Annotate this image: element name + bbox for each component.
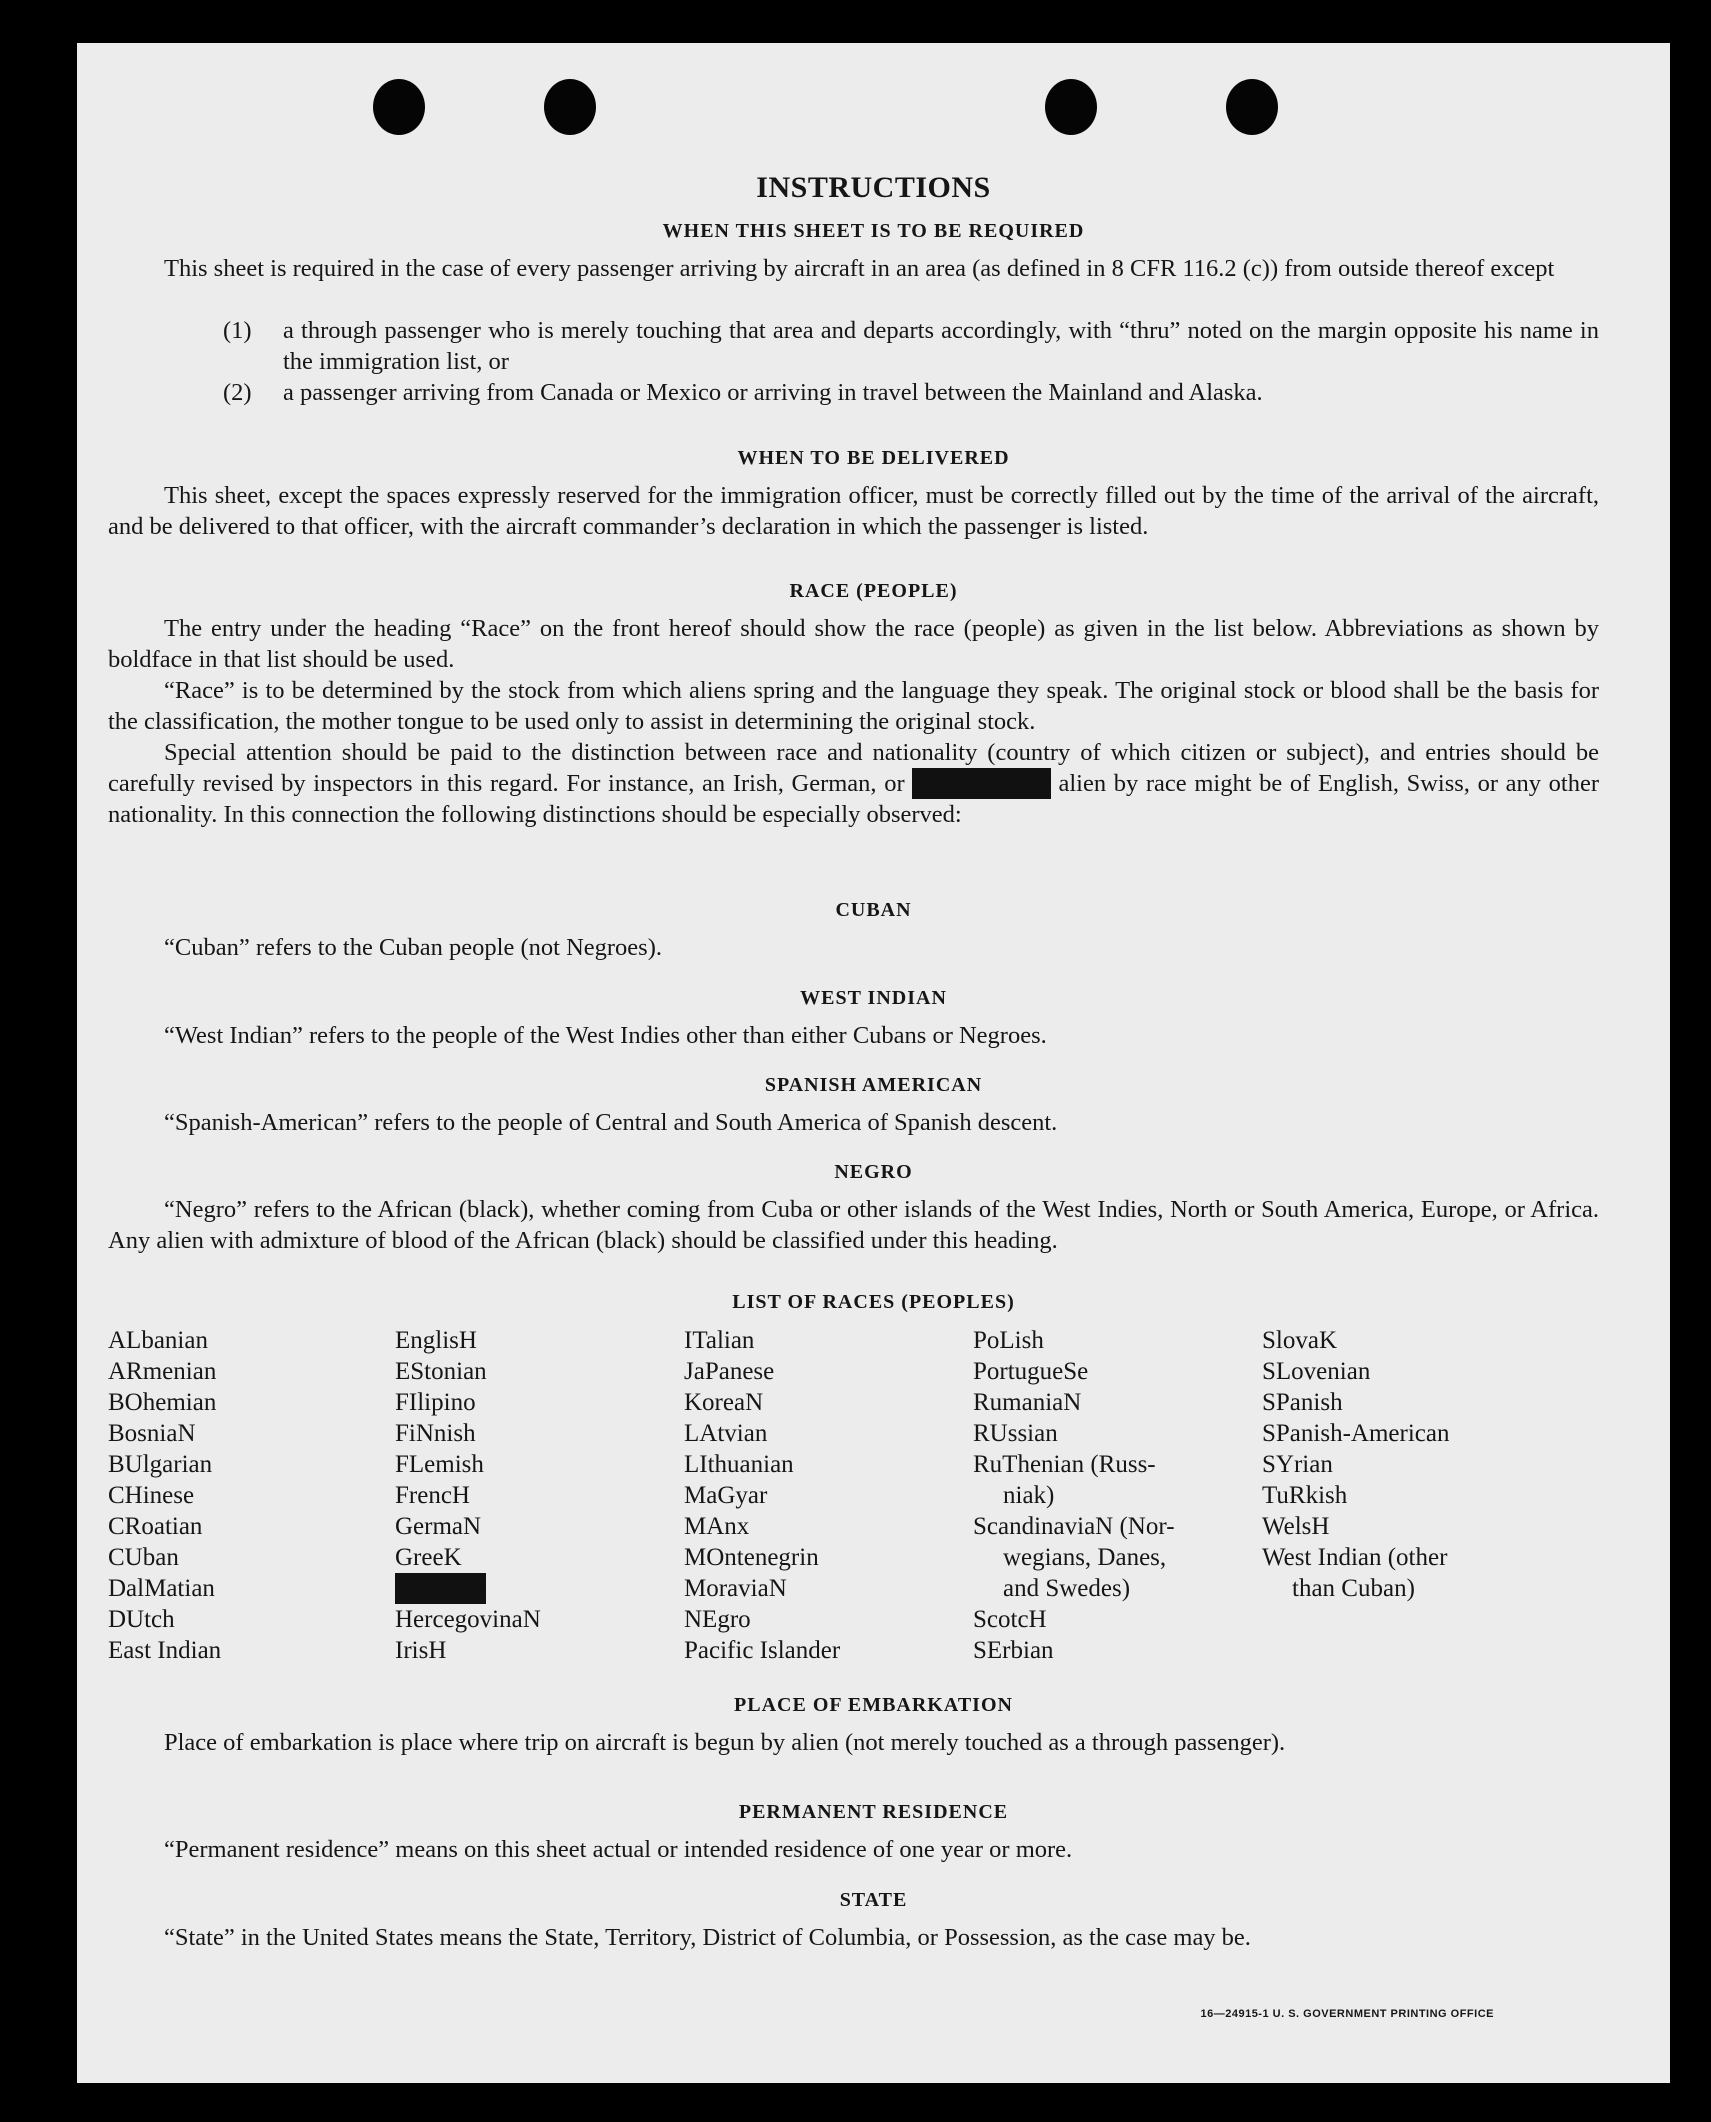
race-item: MaGyar — [684, 1482, 768, 1509]
required-item-2 — [223, 377, 1599, 408]
race-item: IrisH — [395, 1637, 447, 1664]
race-item: EStonian — [395, 1358, 487, 1385]
race-item: SlovaK — [1262, 1327, 1337, 1354]
race-item: LIthuanian — [684, 1451, 794, 1478]
race-item: RuThenian (Russ- — [973, 1451, 1156, 1478]
race-item-continued: and Swedes) — [1003, 1575, 1131, 1602]
required-intro-text: This sheet is required in the case of every passenger arriving by aircraft in an area (as defined in 8 CFR 116.2 (c)) from outside thereof except — [164, 255, 1555, 282]
race-item: CHinese — [108, 1482, 195, 1509]
race-item-continued: wegians, Danes, — [1003, 1544, 1167, 1571]
race-item: RumaniaN — [973, 1389, 1082, 1416]
west-indian-text: “West Indian” refers to the people of the West Indies other than either Cubans or Negroes. — [164, 1022, 1047, 1049]
race-item: CUban — [108, 1544, 179, 1571]
heading-when-required: WHEN THIS SHEET IS TO BE REQUIRED — [662, 220, 1085, 242]
race-column-2 — [395, 1325, 541, 1666]
race-item: EnglisH — [395, 1327, 477, 1354]
punch-hole — [1045, 79, 1097, 135]
heading-embarkation: PLACE OF EMBARKATION — [734, 1694, 1013, 1716]
cuban-paragraph — [108, 932, 1599, 963]
race-item-continued: niak) — [1003, 1482, 1055, 1509]
race-item: MOntenegrin — [684, 1544, 819, 1571]
heading-cuban: CUBAN — [835, 899, 912, 921]
required-item-1 — [223, 315, 1599, 377]
heading-race: RACE (PEOPLE) — [789, 580, 958, 602]
heading-negro: NEGRO — [834, 1161, 913, 1183]
heading-list-of-races: LIST OF RACES (PEOPLES) — [732, 1291, 1015, 1313]
race-item: HercegovinaN — [395, 1606, 541, 1633]
race-item: ScotcH — [973, 1606, 1047, 1633]
heading-spanish-american: SPANISH AMERICAN — [764, 1074, 983, 1096]
race-item: ALbanian — [108, 1327, 208, 1354]
race-item: BUlgarian — [108, 1451, 213, 1478]
race-item: FiNnish — [395, 1420, 476, 1447]
punch-hole — [1226, 79, 1278, 135]
item-number: (2) — [223, 379, 252, 406]
race-column-1 — [108, 1325, 221, 1666]
heading-state: STATE — [839, 1889, 908, 1911]
item-text: a passenger arriving from Canada or Mexico or arriving in travel between the Mainland and Alaska. — [283, 379, 1263, 406]
cuban-text: “Cuban” refers to the Cuban people (not Negroes). — [164, 934, 662, 961]
race-text-3-end: alien by race might be of English, Swiss, or any other nationality. In this connection the following distinctions should be especially observed: — [108, 770, 1600, 828]
spanish-american-text: “Spanish-American” refers to the people of Central and South America of Spanish descent. — [164, 1109, 1058, 1136]
race-item: East Indian — [108, 1637, 222, 1664]
punch-hole — [544, 79, 596, 135]
race-item: MAnx — [684, 1513, 750, 1540]
race-paragraphs — [108, 613, 1599, 830]
race-item: PortugueSe — [973, 1358, 1089, 1385]
race-item — [395, 1573, 541, 1604]
document-sheet — [77, 43, 1670, 2083]
race-item: BOhemian — [108, 1389, 217, 1416]
race-item: SErbian — [973, 1637, 1054, 1664]
race-item: CRoatian — [108, 1513, 203, 1540]
race-item: DUtch — [108, 1606, 175, 1633]
race-column-3 — [684, 1325, 840, 1666]
race-item: LAtvian — [684, 1420, 768, 1447]
redacted-word: Hebrew — [912, 768, 1051, 799]
race-text-3 — [108, 737, 1599, 830]
race-item: SPanish — [1262, 1389, 1343, 1416]
race-item: West Indian (other — [1262, 1544, 1448, 1571]
race-column-5 — [1262, 1325, 1449, 1604]
spanish-american-paragraph — [108, 1107, 1599, 1138]
redacted-word: HebreW — [395, 1575, 487, 1602]
race-item: PoLish — [973, 1327, 1044, 1354]
race-item: DalMatian — [108, 1575, 215, 1602]
embarkation-paragraph — [108, 1727, 1599, 1758]
race-item: WelsH — [1262, 1513, 1330, 1540]
race-item: BosniaN — [108, 1420, 196, 1447]
race-item: JaPanese — [684, 1358, 775, 1385]
delivered-paragraph — [108, 480, 1599, 542]
delivered-text: This sheet, except the spaces expressly reserved for the immigration officer, must be correctly filled out by the time of the arrival of the aircraft, and be delivered to that officer, with the aircraft commander’s declaration in which the passenger is listed. — [108, 482, 1599, 540]
race-item: MoraviaN — [684, 1575, 787, 1602]
race-item: SPanish-American — [1262, 1420, 1450, 1447]
race-item: RUssian — [973, 1420, 1058, 1447]
heading-west-indian: WEST INDIAN — [800, 987, 947, 1009]
west-indian-paragraph — [108, 1020, 1599, 1051]
negro-text: “Negro” refers to the African (black), whether coming from Cuba or other islands of the West Indies, North or South America, Europe, or Africa. Any alien with admixture of blood of the African (black) should be classified under this heading. — [108, 1196, 1599, 1254]
state-paragraph — [108, 1922, 1599, 1953]
race-item: ITalian — [684, 1327, 755, 1354]
page-title: INSTRUCTIONS — [756, 171, 991, 204]
race-text-3-start: Special attention should be paid to the distinction between race and nationality (country of which citizen or subject), and entries should be carefully revised by inspectors in this regard. For instance, an Irish, German, or — [108, 739, 1599, 797]
race-item: SLovenian — [1262, 1358, 1371, 1385]
printer-imprint: 16—24915-1 U. S. GOVERNMENT PRINTING OFFICE — [1200, 2008, 1494, 2020]
required-intro — [108, 253, 1599, 284]
race-item: SYrian — [1262, 1451, 1333, 1478]
race-item: KoreaN — [684, 1389, 764, 1416]
heading-when-delivered: WHEN TO BE DELIVERED — [737, 447, 1010, 469]
race-item: FIlipino — [395, 1389, 476, 1416]
embarkation-text: Place of embarkation is place where trip on aircraft is begun by alien (not merely touched as a through passenger). — [164, 1729, 1286, 1756]
race-text-1: The entry under the heading “Race” on the front hereof should show the race (people) as given in the list below. Abbreviations as shown by boldface in that list should be used. — [108, 615, 1599, 673]
heading-permanent-residence: PERMANENT RESIDENCE — [738, 1801, 1009, 1823]
race-item: FLemish — [395, 1451, 484, 1478]
residence-text: “Permanent residence” means on this sheet actual or intended residence of one year or more. — [164, 1836, 1073, 1863]
race-item: ScandinaviaN (Nor- — [973, 1513, 1175, 1540]
race-column-4 — [973, 1325, 1175, 1666]
race-item: TuRkish — [1262, 1482, 1348, 1509]
race-item: NEgro — [684, 1606, 751, 1633]
punch-hole — [373, 79, 425, 135]
residence-paragraph — [108, 1834, 1599, 1865]
negro-paragraph — [108, 1194, 1599, 1256]
state-text: “State” in the United States means the State, Territory, District of Columbia, or Possession, as the case may be. — [164, 1924, 1251, 1951]
race-item: ARmenian — [108, 1358, 217, 1385]
race-item: FrencH — [395, 1482, 470, 1509]
race-item-continued: than Cuban) — [1292, 1575, 1415, 1602]
race-item: GermaN — [395, 1513, 482, 1540]
item-number: (1) — [223, 317, 252, 344]
race-text-2: “Race” is to be determined by the stock from which aliens spring and the language they speak. The original stock or blood shall be the basis for the classification, the mother tongue to be used only to assist in determining the original stock. — [108, 677, 1599, 735]
item-text: a through passenger who is merely touching that area and departs accordingly, with “thru” noted on the margin opposite his name in the immigration list, or — [283, 317, 1599, 375]
race-item: GreeK — [395, 1544, 462, 1571]
race-item: Pacific Islander — [684, 1637, 841, 1664]
